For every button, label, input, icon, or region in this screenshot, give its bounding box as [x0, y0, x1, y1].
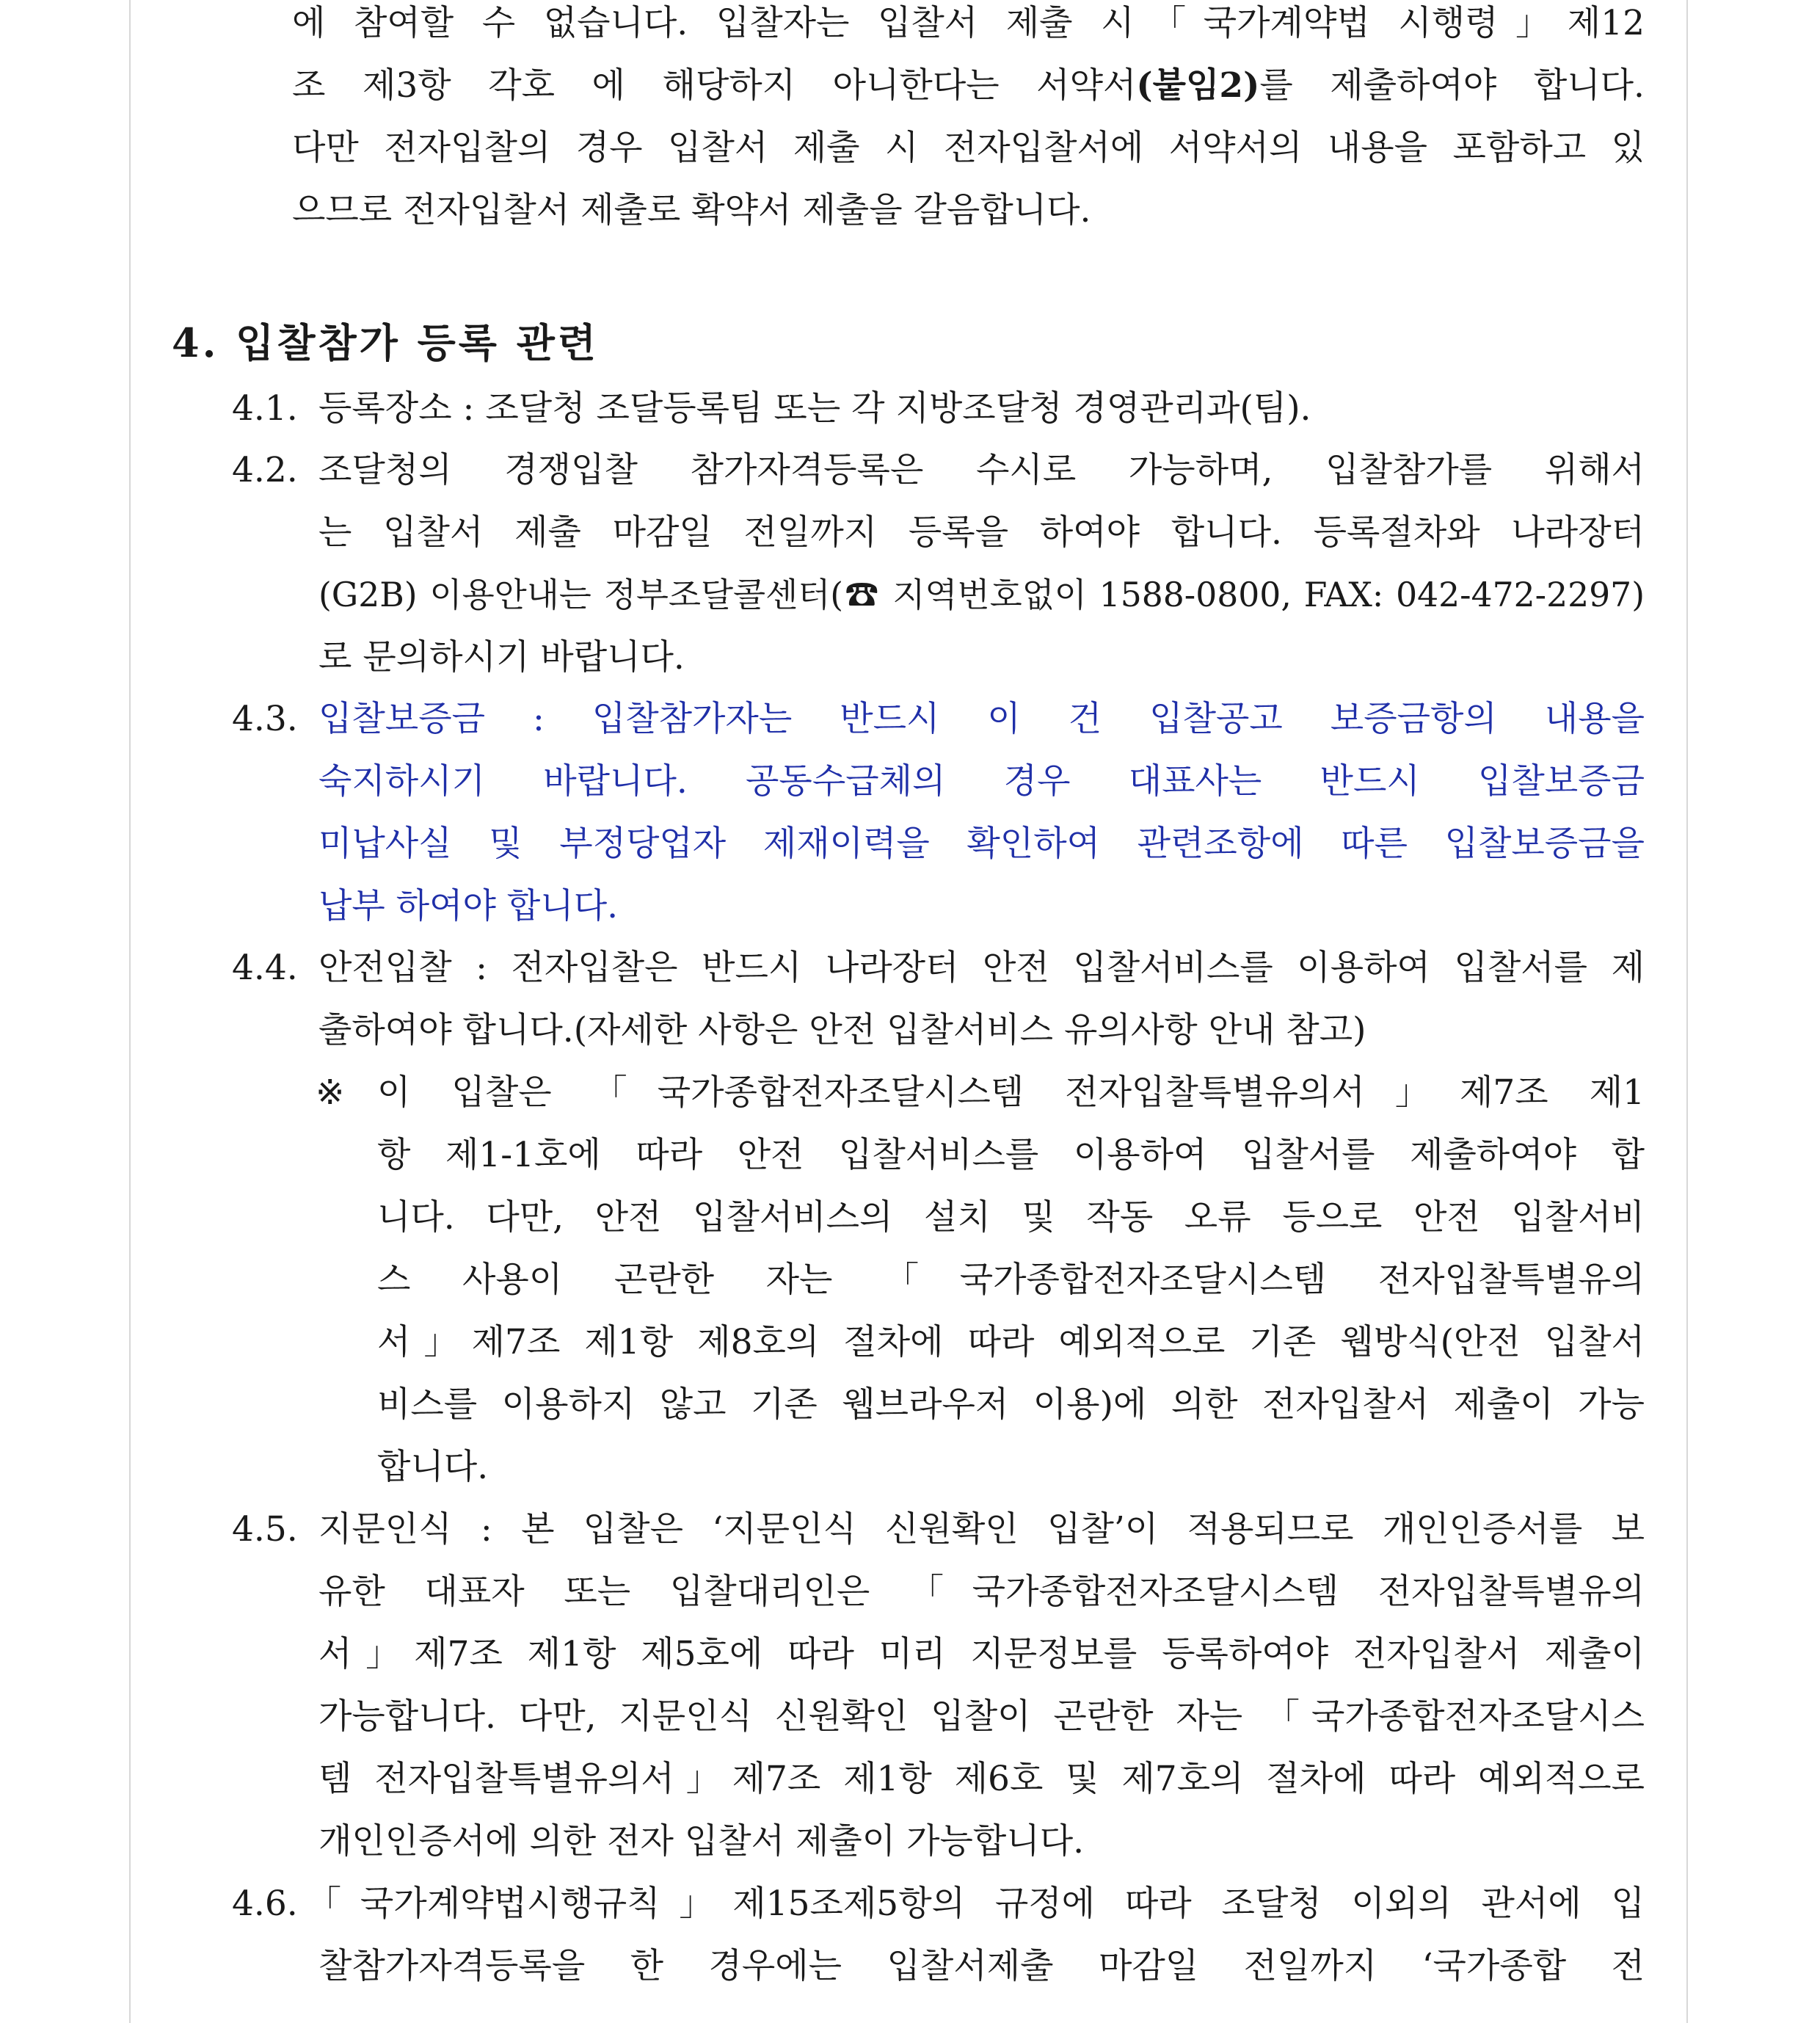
text-line: 개인인증서에 의한 전자 입찰서 제출이 가능합니다. — [318, 1821, 1085, 1862]
text-line: 합니다. — [377, 1447, 489, 1487]
text-line: 비스를 이용하지 않고 기존 웹브라우저 이용)에 의한 전자입찰서 제출이 가능 — [377, 1384, 1645, 1425]
text-line: 가능합니다. 다만, 지문인식 신원확인 입찰이 곤란한 자는 「국가종합전자조달시스 — [318, 1696, 1645, 1737]
text-line: 서」제7조 제1항 제8호의 절차에 따라 예외적으로 기존 웹방식(안전 입찰서 — [377, 1322, 1645, 1362]
attachment-ref: (붙임2) — [1136, 65, 1260, 106]
item-number: 4.6. — [232, 1884, 298, 1924]
section-heading: 4. 입찰참가 등록 관련 — [172, 319, 600, 366]
text-line: 스 사용이 곤란한 자는 「국가종합전자조달시스템 전자입찰특별유의 — [377, 1260, 1645, 1300]
text-line: 으므로 전자입찰서 제출로 확약서 제출을 갈음합니다. — [292, 190, 1091, 230]
text-line: 지문인식 : 본 입찰은 ‘지문인식 신원확인 입찰’이 적용되므로 개인인증서를 보 — [318, 1509, 1645, 1550]
text-line: 안전입찰 : 전자입찰은 반드시 나라장터 안전 입찰서비스를 이용하여 입찰서를 제 — [318, 948, 1645, 988]
text-line: 항 제1-1호에 따라 안전 입찰서비스를 이용하여 입찰서를 제출하여야 합 — [377, 1135, 1645, 1175]
item-number: 4.3. — [232, 699, 298, 739]
text-line: 로 문의하시기 바랍니다. — [318, 637, 685, 678]
text-line: 에 참여할 수 없습니다. 입찰자는 입찰서 제출 시「국가계약법 시행령」제12 — [292, 3, 1645, 43]
text-line: 이 입찰은 「국가종합전자조달시스템 전자입찰특별유의서」제7조 제1 — [377, 1072, 1645, 1113]
item-number: 4.1. — [232, 388, 298, 429]
text-line: 템 전자입찰특별유의서」제7조 제1항 제6호 및 제7호의 절차에 따라 예외적으로 — [318, 1759, 1645, 1799]
text-line: 숙지하시기 바랍니다. 공동수급체의 경우 대표사는 반드시 입찰보증금 — [318, 761, 1645, 802]
text-line: 입찰보증금 : 입찰참가자는 반드시 이 건 입찰공고 보증금항의 내용을 — [318, 699, 1645, 739]
text-line: 「국가계약법시행규칙」제15조제5항의 규정에 따라 조달청 이외의 관서에 입 — [307, 1884, 1645, 1924]
text-line: 등록장소 : 조달청 조달등록팀 또는 각 지방조달청 경영관리과(팀). — [318, 388, 1311, 429]
text-line: 조달청의 경쟁입찰 참가자격등록은 수시로 가능하며, 입찰참가를 위해서 — [318, 450, 1645, 490]
text-line: 찰참가자격등록을 한 경우에는 입찰서제출 마감일 전일까지 ‘국가종합 전 — [318, 1946, 1645, 1986]
text-line: 는 입찰서 제출 마감일 전일까지 등록을 하여야 합니다. 등록절차와 나라장터 — [318, 512, 1645, 553]
text-line: 서」제7조 제1항 제5호에 따라 미리 지문정보를 등록하여야 전자입찰서 제출이 — [318, 1634, 1645, 1674]
text-line-part: 를 제출하여야 합니다. — [1259, 65, 1645, 106]
item-number: 4.2. — [232, 450, 298, 490]
item-number: 4.5. — [232, 1509, 298, 1550]
text-line — [292, 62, 1645, 109]
text-line-part: 조 제3항 각호 에 해당하지 아니한다는 서약서 — [292, 65, 1137, 106]
item-number: 4.4. — [232, 948, 298, 988]
text-line: 납부 하여야 합니다. — [318, 886, 619, 926]
text-line: 유한 대표자 또는 입찰대리인은 「국가종합전자조달시스템 전자입찰특별유의 — [318, 1572, 1645, 1612]
text-line: 니다. 다만, 안전 입찰서비스의 설치 및 작동 오류 등으로 안전 입찰서비 — [377, 1197, 1645, 1238]
text-line: 출하여야 합니다.(자세한 사항은 안전 입찰서비스 유의사항 안내 참고) — [318, 1010, 1366, 1050]
note-mark: ※ — [316, 1072, 345, 1113]
text-line: 미납사실 및 부정당업자 제재이력을 확인하여 관련조항에 따른 입찰보증금을 — [318, 824, 1645, 864]
text-line: 다만 전자입찰의 경우 입찰서 제출 시 전자입찰서에 서약서의 내용을 포함하고 있 — [292, 128, 1645, 168]
text-line: (G2B) 이용안내는 정부조달콜센터(☎ 지역번호없이 1588-0800, FAX: 042-472-2297) — [318, 575, 1645, 614]
